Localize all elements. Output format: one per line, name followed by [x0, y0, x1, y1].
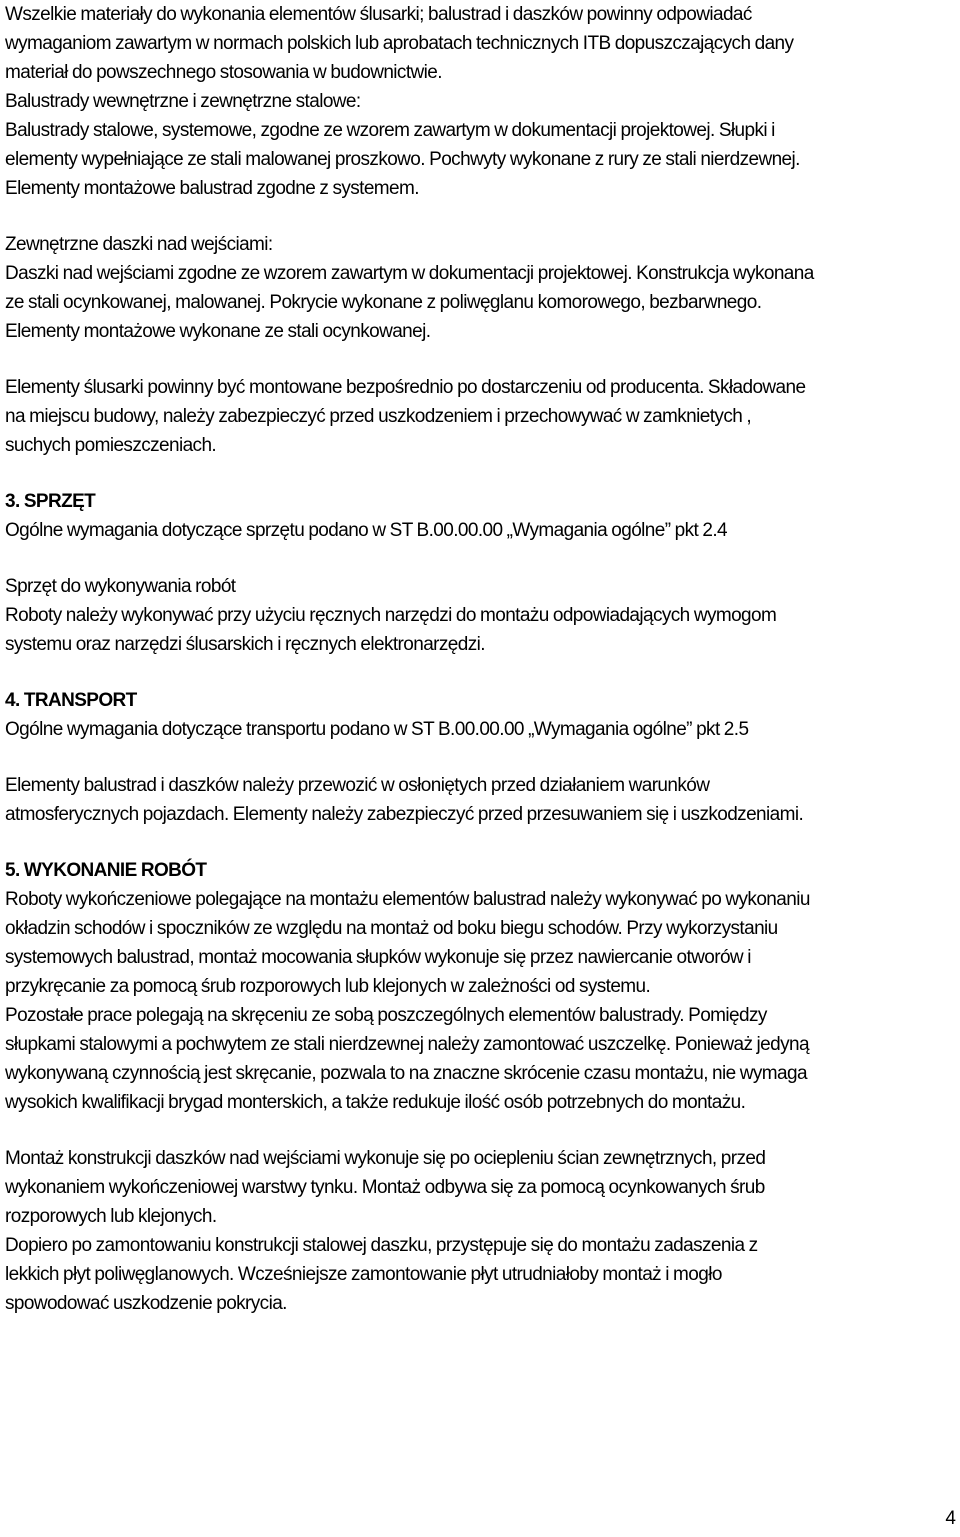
text-line: Daszki nad wejściami zgodne ze wzorem zawartym w dokumentacji projektowej. Konstrukcja wykonana	[5, 263, 814, 284]
text-line: Balustrady stalowe, systemowe, zgodne ze wzorem zawartym w dokumentacji projektowej. Słupki i	[5, 120, 775, 141]
text-line: Roboty należy wykonywać przy użyciu ręcznych narzędzi do montażu odpowiadających wymogom	[5, 605, 777, 626]
text-line: wykonaniem wykończeniowej warstwy tynku. Montaż odbywa się za pomocą ocynkowanych śrub	[5, 1177, 765, 1198]
slusarka-section	[5, 373, 957, 460]
text-line: suchych pomieszczeniach.	[5, 435, 217, 456]
text-line: przykręcanie za pomocą śrub rozporowych lub klejonych w zależności od systemu.	[5, 976, 651, 997]
text-line: elementy wypełniające ze stali malowanej proszkowo. Pochwyty wykonane z rury ze stali nierdzewnej.	[5, 149, 800, 170]
text-line: wykonywaną czynnością jest skręcanie, pozwala to na znaczne skrócenie czasu montażu, nie wymaga	[5, 1063, 807, 1084]
text-line: okładzin schodów i spoczników ze względu na montaż od boku biegu schodów. Przy wykorzystaniu	[5, 918, 778, 939]
text-line: systemu oraz narzędzi ślusarskich i ręcznych elektronarzędzi.	[5, 634, 485, 655]
text-line: Roboty wykończeniowe polegające na montażu elementów balustrad należy wykonywać po wykonaniu	[5, 889, 810, 910]
text-line: spowodować uszkodzenie pokrycia.	[5, 1293, 287, 1314]
text-line: Elementy balustrad i daszków należy przewozić w osłoniętych przed działaniem warunków	[5, 775, 710, 796]
page-number: 4	[945, 1508, 956, 1529]
daszki-section	[5, 230, 957, 346]
sprzet-section	[5, 487, 957, 659]
text-line: słupkami stalowymi a pochwytem ze stali nierdzewnej należy zamontować uszczelkę. Ponieważ jedyną	[5, 1034, 809, 1055]
text-line: atmosferycznych pojazdach. Elementy należy zabezpieczyć przed przesuwaniem się i uszkodzeniami.	[5, 804, 804, 825]
text-line: lekkich płyt poliwęglanowych. Wcześniejsze zamontowanie płyt utrudniałoby montaż i mogło	[5, 1264, 722, 1285]
text-line: Dopiero po zamontowaniu konstrukcji stalowej daszku, przystępuje się do montażu zadaszenia z	[5, 1235, 758, 1256]
section-heading: 4. TRANSPORT	[5, 690, 137, 711]
text-line: ze stali ocynkowanej, malowanej. Pokrycie wykonane z poliwęglanu komorowego, bezbarwnego.	[5, 292, 762, 313]
text-line: Ogólne wymagania dotyczące transportu podano w ST B.00.00.00 „Wymagania ogólne” pkt 2.5	[5, 719, 749, 740]
text-line: Sprzęt do wykonywania robót	[5, 576, 236, 597]
document-page	[5, 0, 957, 1318]
text-line: wysokich kwalifikacji brygad monterskich, a także redukuje ilość osób potrzebnych do montażu.	[5, 1092, 746, 1113]
text-line: Balustrady wewnętrzne i zewnętrzne stalowe:	[5, 91, 361, 112]
text-line: wymaganiom zawartym w normach polskich lub aprobatach technicznych ITB dopuszczających dany	[5, 33, 794, 54]
section-heading: 5. WYKONANIE ROBÓT	[5, 860, 207, 881]
text-line: Elementy montażowe balustrad zgodne z systemem.	[5, 178, 419, 199]
text-line: na miejscu budowy, należy zabezpieczyć przed uszkodzeniem i przechowywać w zamknietych ,	[5, 406, 752, 427]
intro-section	[5, 0, 957, 203]
text-line: systemowych balustrad, montaż mocowania słupków wykonuje się przez nawiercanie otworów i	[5, 947, 751, 968]
wykonanie-section	[5, 856, 957, 1318]
section-heading: 3. SPRZĘT	[5, 491, 96, 512]
text-line: Zewnętrzne daszki nad wejściami:	[5, 234, 273, 255]
text-line: Montaż konstrukcji daszków nad wejściami wykonuje się po ociepleniu ścian zewnętrznych, przed	[5, 1148, 766, 1169]
text-line: Elementy ślusarki powinny być montowane bezpośrednio po dostarczeniu od producenta. Składowane	[5, 377, 806, 398]
transport-section	[5, 686, 957, 829]
text-line: materiał do powszechnego stosowania w budownictwie.	[5, 62, 442, 83]
text-line: Elementy montażowe wykonane ze stali ocynkowanej.	[5, 321, 431, 342]
text-line: Wszelkie materiały do wykonania elementów ślusarki; balustrad i daszków powinny odpowiadać	[5, 4, 752, 25]
text-line: Pozostałe prace polegają na skręceniu ze sobą poszczególnych elementów balustrady. Pomiędzy	[5, 1005, 767, 1026]
text-line: Ogólne wymagania dotyczące sprzętu podano w ST B.00.00.00 „Wymagania ogólne” pkt 2.4	[5, 520, 727, 541]
text-line: rozporowych lub klejonych.	[5, 1206, 217, 1227]
